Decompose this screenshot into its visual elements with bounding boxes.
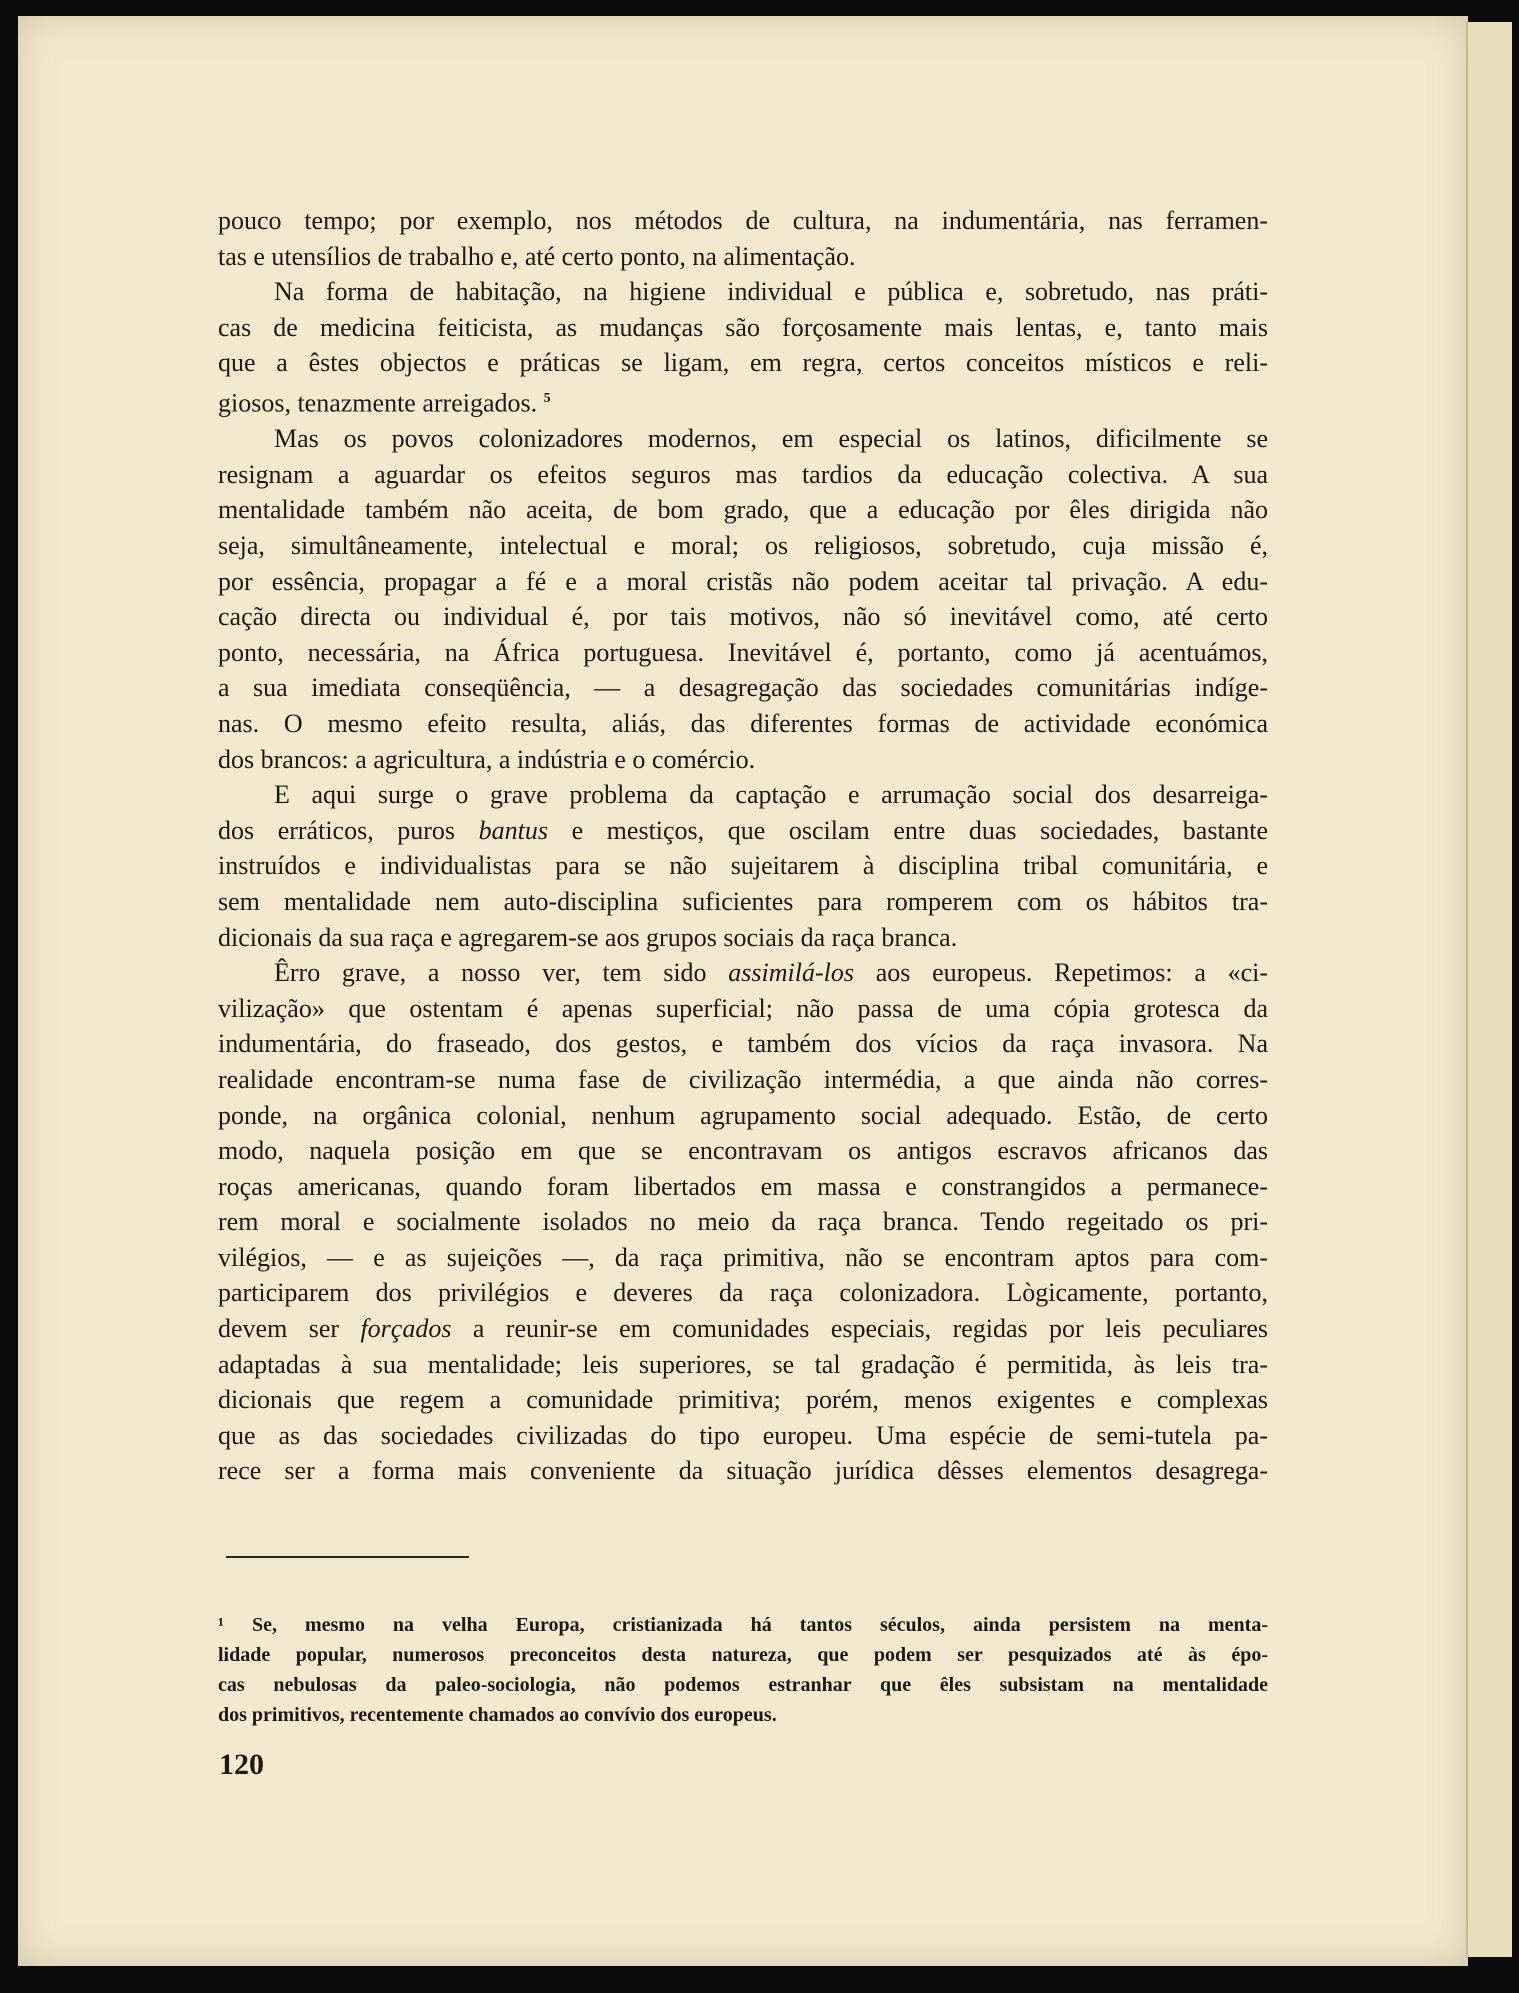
text-line [218,564,1268,600]
text-segment: ponde, na orgânica colonial, nenhum agrupamento social adequado. Estão, de certo [218,1100,1268,1130]
text-line [218,777,1268,813]
text-line [218,1418,1268,1454]
text-line [218,1098,1268,1134]
text-line [218,599,1268,635]
body-text [218,203,1268,1489]
text-line [218,239,1268,275]
text-segment: nas. O mesmo efeito resulta, aliás, das diferentes formas de actividade económica [218,708,1268,738]
text-line [218,670,1268,706]
text-segment: rece ser a forma mais conveniente da situação jurídica dêsses elementos desagrega- [218,1456,1268,1486]
text-line [218,884,1268,920]
text-segment: dos erráticos, puros [218,815,479,845]
text-segment: rem moral e socialmente isolados no meio da raça branca. Tendo regeitado os pri- [218,1207,1268,1237]
text-line [218,742,1268,778]
text-segment: cas de medicina feiticista, as mudanças são forçosamente mais lentas, e, tanto mais [218,312,1268,342]
text-line [218,345,1268,381]
text-line [218,1026,1268,1062]
text-segment: vilégios, — e as sujeições —, da raça primitiva, não se encontram aptos para com- [218,1242,1268,1272]
text-segment: vilização» que ostentam é apenas superficial; não passa de uma cópia grotesca da [218,993,1268,1023]
text-segment: sem mentalidade nem auto-disciplina suficientes para romperem com os hábitos tra- [218,886,1268,916]
text-segment: realidade encontram-se numa fase de civilização intermédia, a que ainda não corres- [218,1064,1268,1094]
paragraph [218,777,1268,955]
text-segment: cação directa ou individual é, por tais motivos, não só inevitável como, até certo [218,602,1268,632]
text-line [218,310,1268,346]
text-segment: por essência, propagar a fé e a moral cristãs não podem aceitar tal privação. A edu- [218,566,1268,596]
text-line [218,1453,1268,1489]
text-line [218,955,1268,991]
text-line [218,1062,1268,1098]
paragraph [218,203,1268,274]
footnote [218,1610,1268,1730]
text-line [218,920,1268,956]
text-segment: pouco tempo; por exemplo, nos métodos de cultura, na indumentária, nas ferramen- [218,206,1268,235]
text-line [218,1169,1268,1205]
page-number: 120 [219,1748,264,1781]
text-line [218,635,1268,671]
text-line [218,848,1268,884]
footnote-line: ¹ Se, mesmo na velha Europa, cristianizada há tantos séculos, ainda persistem na menta- [218,1614,1268,1636]
text-segment: ponto, necessária, na África portuguesa. Inevitável é, portanto, como já acentuámos, [218,637,1268,667]
text-segment: dicionais que regem a comunidade primitiva; porém, menos exigentes e complexas [218,1385,1268,1415]
text-line [218,1275,1268,1311]
next-page-edge [1466,22,1512,1957]
italic-term: assimilá-los [728,958,854,988]
text-segment: a sua imediata conseqüência, — a desagregação das sociedades comunitárias indíge- [218,673,1268,703]
text-segment: que as das sociedades civilizadas do tipo europeu. Uma espécie de semi-tutela pa- [218,1420,1268,1450]
paragraph [218,955,1268,1489]
text-line [218,1240,1268,1276]
text-line [218,1311,1268,1347]
paragraph [218,421,1268,777]
footnote-line: dos primitivos, recentemente chamados ao convívio dos europeus. [218,1704,777,1726]
text-segment: adaptadas à sua mentalidade; leis superiores, se tal gradação é permitida, às leis tra- [218,1349,1268,1379]
footnote-line: lidade popular, numerosos preconceitos desta natureza, que podem ser pesquizados até às épo- [218,1644,1268,1666]
text-segment: que a êstes objectos e práticas se ligam, em regra, certos conceitos místicos e reli- [218,348,1268,378]
text-line [218,457,1268,493]
text-line [218,706,1268,742]
text-line [218,991,1268,1027]
text-segment: dos brancos: a agricultura, a indústria e o comércio. [218,744,756,774]
text-line [218,1133,1268,1169]
text-segment: resignam a aguardar os efeitos seguros mas tardios da educação colectiva. A sua [218,459,1268,489]
footnote-reference: 5 [543,390,551,406]
text-segment: dicionais da sua raça e agregarem-se aos grupos sociais da raça branca. [218,922,958,952]
italic-term: forçados [360,1314,452,1344]
text-segment: a reunir-se em comunidades especiais, regidas por leis peculiares [451,1314,1269,1344]
text-line [218,492,1268,528]
text-line [218,274,1268,310]
text-segment: mentalidade também não aceita, de bom grado, que a educação por êles dirigida não [218,495,1268,525]
text-segment: participarem dos privilégios e deveres da raça colonizadora. Lògicamente, portanto, [218,1278,1268,1308]
text-segment: giosos, tenazmente arreigados. [218,388,544,418]
text-segment: Na forma de habitação, na higiene individual e pública e, sobretudo, nas práti- [274,277,1268,307]
text-line [218,421,1268,457]
paragraph [218,274,1268,421]
text-line [218,381,1268,421]
text-segment: aos europeus. Repetimos: a «ci- [853,958,1268,988]
text-segment: devem ser [218,1314,361,1344]
text-line [218,203,1268,239]
text-segment: seja, simultâneamente, intelectual e moral; os religiosos, sobretudo, cuja missão é, [218,531,1268,560]
text-segment: e mestiços, que oscilam entre duas sociedades, bastante [547,815,1268,845]
footnote-line: cas nebulosas da paleo-sociologia, não podemos estranhar que êles subsistam na mentalidade [218,1674,1268,1696]
italic-term: bantus [478,815,548,845]
text-line [218,1382,1268,1418]
text-segment: tas e utensílios de trabalho e, até certo ponto, na alimentação. [218,241,856,271]
text-segment: Êrro grave, a nosso ver, tem sido [274,958,729,988]
text-line [218,1204,1268,1240]
text-segment: Mas os povos colonizadores modernos, em especial os latinos, dificilmente se [274,424,1268,454]
text-segment: indumentária, do fraseado, dos gestos, e também dos vícios da raça invasora. Na [218,1029,1268,1059]
footnote-separator [226,1556,469,1558]
text-line [218,813,1268,849]
text-line [218,1347,1268,1383]
text-segment: E aqui surge o grave problema da captação e arrumação social dos desarreiga- [274,780,1268,810]
text-segment: modo, naquela posição em que se encontravam os antigos escravos africanos das [218,1136,1268,1166]
text-line [218,528,1268,564]
text-segment: roças americanas, quando foram libertados em massa e constrangidos a permanece- [218,1171,1268,1201]
text-segment: instruídos e individualistas para se não sujeitarem à disciplina tribal comunitária, e [218,851,1268,881]
